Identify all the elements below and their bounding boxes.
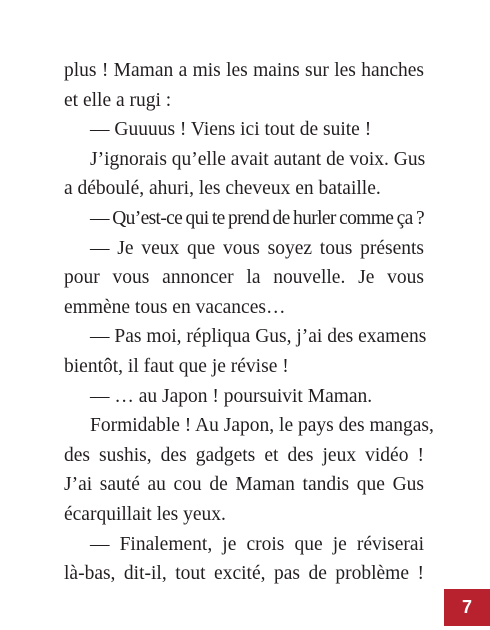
text-line: — … au Japon ! poursuivit Maman. <box>90 385 373 407</box>
page-number-badge: 7 <box>444 589 490 626</box>
text-line: emmène tous en vacances… <box>64 296 286 318</box>
text-line: des sushis, des gadgets et des jeux vidéo ! <box>64 444 424 466</box>
text-line: et elle a rugi : <box>64 89 172 111</box>
text-line: — Pas moi, répliqua Gus, j’ai des examens <box>90 326 427 348</box>
text-line: — Qu’est-ce qui te prend de hurler comme ça ? <box>90 207 424 229</box>
text-line: plus ! Maman a mis les mains sur les hanches <box>64 60 424 81</box>
text-line: J’ignorais qu’elle avait autant de voix. Gus <box>90 148 426 170</box>
text-line: J’ai sauté au cou de Maman tandis que Gus <box>64 474 424 496</box>
text-line: pour vous annoncer la nouvelle. Je vous <box>64 267 424 289</box>
text-line: — Finalement, je crois que je réviserai <box>90 533 424 555</box>
text-line: écarquillait les yeux. <box>64 503 226 525</box>
text-line: Formidable ! Au Japon, le pays des mangas, <box>90 415 434 437</box>
text-line: — Je veux que vous soyez tous présents <box>90 237 424 259</box>
text-line: bientôt, il faut que je révise ! <box>64 355 289 377</box>
text-line: a déboulé, ahuri, les cheveux en bataille. <box>64 178 381 200</box>
text-line: là-bas, dit-il, tout excité, pas de problème ! <box>64 563 424 585</box>
story-text <box>64 56 434 589</box>
text-line: — Guuuus ! Viens ici tout de suite ! <box>90 119 372 141</box>
